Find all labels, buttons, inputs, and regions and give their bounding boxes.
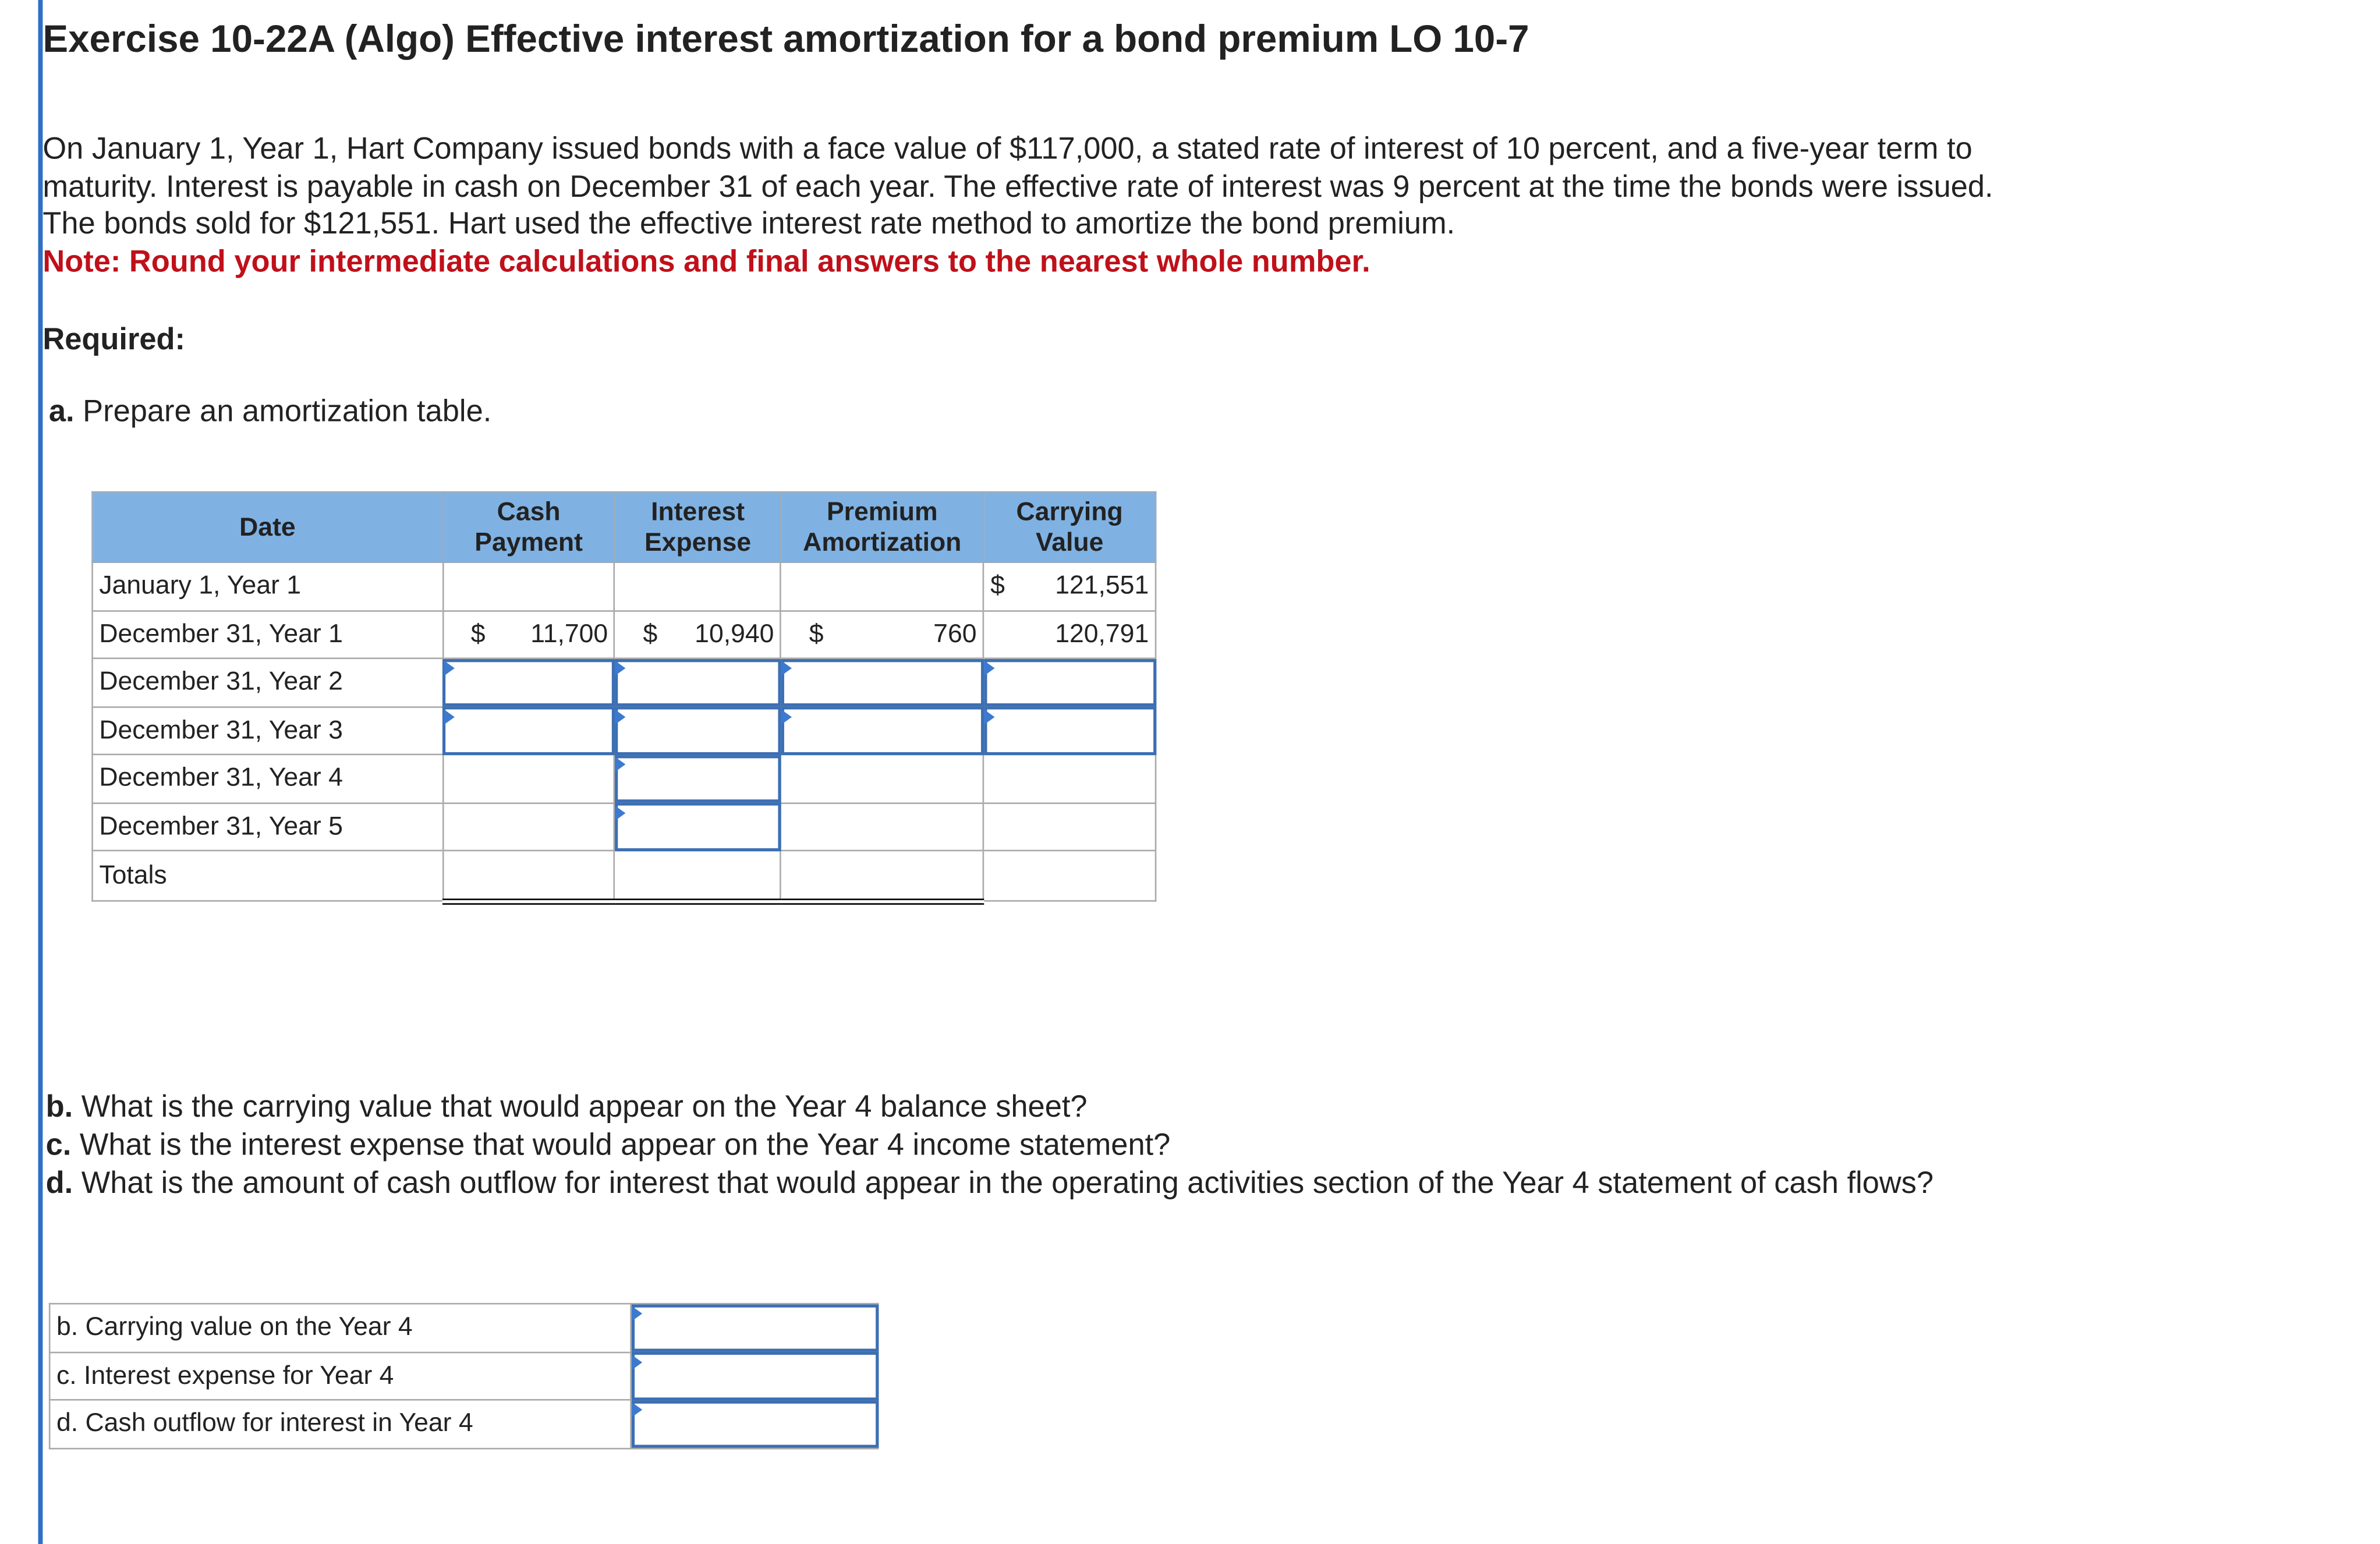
answer-row [49,1304,878,1352]
cash-outflow-year4-input[interactable] [631,1400,878,1448]
answer-row [49,1400,878,1448]
answer-label: b. Carrying value on the Year 4 [49,1304,631,1352]
carrying-value-input[interactable] [983,706,1156,755]
table-row [93,802,1156,851]
table-row [93,706,1156,755]
part-a [49,395,491,430]
problem-paragraph: On January 1, Year 1, Hart Company issued bonds with a face value of $117,000, a stated rate of interest of 10 percent, and a five-year term to maturity. Interest is payable in cash on December 31 of each year. The effective rate of interest was 9 percent at the time the bonds were issued. The bonds sold for $121,551. Hart used the effective interest rate method to amortize the bond premium. [42,132,1993,242]
question-b: b. What is the carrying value that would appear on the Year 4 balance sheet? [45,1090,1088,1125]
premium-amortization-cell: $ 760 [781,610,983,658]
part-a-letter: a. [48,395,75,429]
answers-table [49,1303,879,1449]
answer-row [49,1352,878,1400]
question-c: c. What is the interest expense that would appear on the Year 4 income statement? [45,1129,1171,1163]
total-premium-amortization [781,851,983,901]
interest-expense-input[interactable] [615,658,781,707]
interest-expense-cell: $ 10,940 [615,610,781,658]
carrying-value-input[interactable] [983,658,1156,707]
cash-payment-input[interactable] [442,706,615,755]
totals-label: Totals [93,851,443,901]
table-row [93,755,1156,803]
premium-amortization-input[interactable] [781,658,983,707]
premium-amortization-input[interactable] [781,706,983,755]
carrying-value-cell: $ 121,551 [983,562,1156,611]
header-premium-amortization: Premium Amortization [781,492,983,562]
carrying-value-year4-input[interactable] [631,1304,878,1352]
interest-expense-input[interactable] [615,802,781,851]
interest-expense-input[interactable] [615,755,781,803]
problem-text [42,131,2026,281]
total-cash-payment [442,851,615,901]
answer-label: c. Interest expense for Year 4 [49,1352,631,1400]
table-row [93,658,1156,707]
header-carrying-value: Carrying Value [983,492,1156,562]
header-interest-expense: Interest Expense [615,492,781,562]
header-date: Date [93,492,443,562]
date-cell: December 31, Year 3 [93,706,443,755]
date-cell: December 31, Year 2 [93,658,443,707]
questions [46,1089,2030,1204]
question-d: d. What is the amount of cash outflow for interest that would appear in the operating activities section of the Year 4 statement of cash flows? [45,1167,1934,1201]
rounding-note: Note: Round your intermediate calculations and final answers to the nearest whole number. [42,245,1370,279]
date-cell: December 31, Year 5 [93,802,443,851]
answer-label: d. Cash outflow for interest in Year 4 [49,1400,631,1448]
part-a-text: Prepare an amortization table. [83,395,492,429]
date-cell: January 1, Year 1 [93,562,443,611]
interest-expense-input[interactable] [615,706,781,755]
table-header [93,492,1156,562]
table-row [93,562,1156,611]
table-row [93,610,1156,658]
left-border [38,0,43,1544]
required-heading: Required: [42,323,185,357]
total-interest-expense [615,851,781,901]
header-cash-payment: Cash Payment [442,492,615,562]
cash-payment-cell: $ 11,700 [442,610,615,658]
page-title: Exercise 10-22A (Algo) Effective interest amortization for a bond premium LO 10-7 [42,18,1529,61]
cash-payment-input[interactable] [442,658,615,707]
amortization-table [91,491,1156,904]
carrying-value-cell: 120,791 [983,610,1156,658]
date-cell: December 31, Year 4 [93,755,443,803]
interest-expense-year4-input[interactable] [631,1352,878,1400]
date-cell: December 31, Year 1 [93,610,443,658]
totals-row [93,851,1156,901]
